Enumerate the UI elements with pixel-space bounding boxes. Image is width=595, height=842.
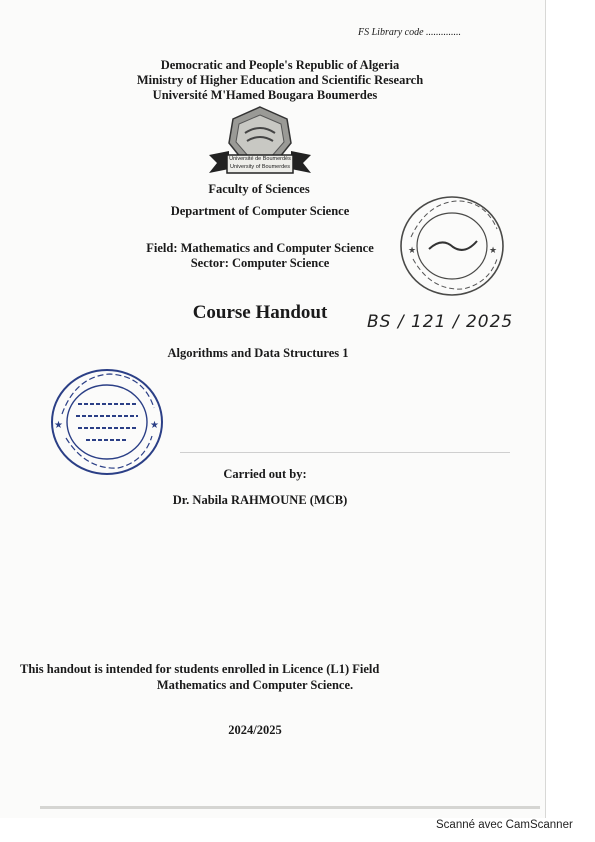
scanner-watermark: Scanné avec CamScanner bbox=[436, 819, 573, 831]
svg-text:★: ★ bbox=[489, 245, 498, 255]
document-title: Course Handout bbox=[192, 302, 328, 323]
intended-audience-line1: This handout is intended for students enrolled in Licence (L1) Field bbox=[20, 662, 380, 676]
university-logo bbox=[205, 103, 315, 181]
library-stamp bbox=[397, 193, 507, 299]
sector-line: Sector: Computer Science bbox=[190, 256, 330, 270]
bottom-edge-shadow bbox=[40, 806, 540, 809]
handwritten-registration-note: BS / 121 / 2025 bbox=[367, 312, 514, 332]
course-subject: Algorithms and Data Structures 1 bbox=[167, 346, 349, 360]
ministry-name: Ministry of Higher Education and Scientific Research bbox=[136, 73, 424, 87]
department-name: Department of Computer Science bbox=[170, 204, 350, 218]
library-code: FS Library code .............. bbox=[358, 27, 462, 38]
intended-audience-line2: Mathematics and Computer Science. bbox=[156, 678, 354, 692]
svg-text:★: ★ bbox=[54, 420, 63, 431]
academic-year: 2024/2025 bbox=[228, 723, 282, 737]
faculty-name: Faculty of Sciences bbox=[208, 182, 310, 196]
logo-banner-line2: University of Boumerdes bbox=[230, 164, 290, 170]
library-stamp-graphic bbox=[397, 193, 507, 299]
separator-line bbox=[180, 452, 510, 453]
field-line: Field: Mathematics and Computer Science bbox=[146, 241, 374, 255]
country-name: Democratic and People's Republic of Algeria bbox=[160, 58, 400, 72]
vice-dean-stamp bbox=[48, 366, 166, 478]
vice-dean-stamp-graphic bbox=[48, 366, 166, 478]
svg-text:★: ★ bbox=[408, 245, 417, 255]
carried-out-label: Carried out by: bbox=[223, 467, 307, 481]
logo-banner-line1: Université de Boumerdès bbox=[229, 156, 291, 162]
svg-text:★: ★ bbox=[150, 420, 159, 431]
author-name: Dr. Nabila RAHMOUNE (MCB) bbox=[172, 493, 348, 507]
university-name: Université M'Hamed Bougara Boumerdes bbox=[152, 88, 378, 102]
